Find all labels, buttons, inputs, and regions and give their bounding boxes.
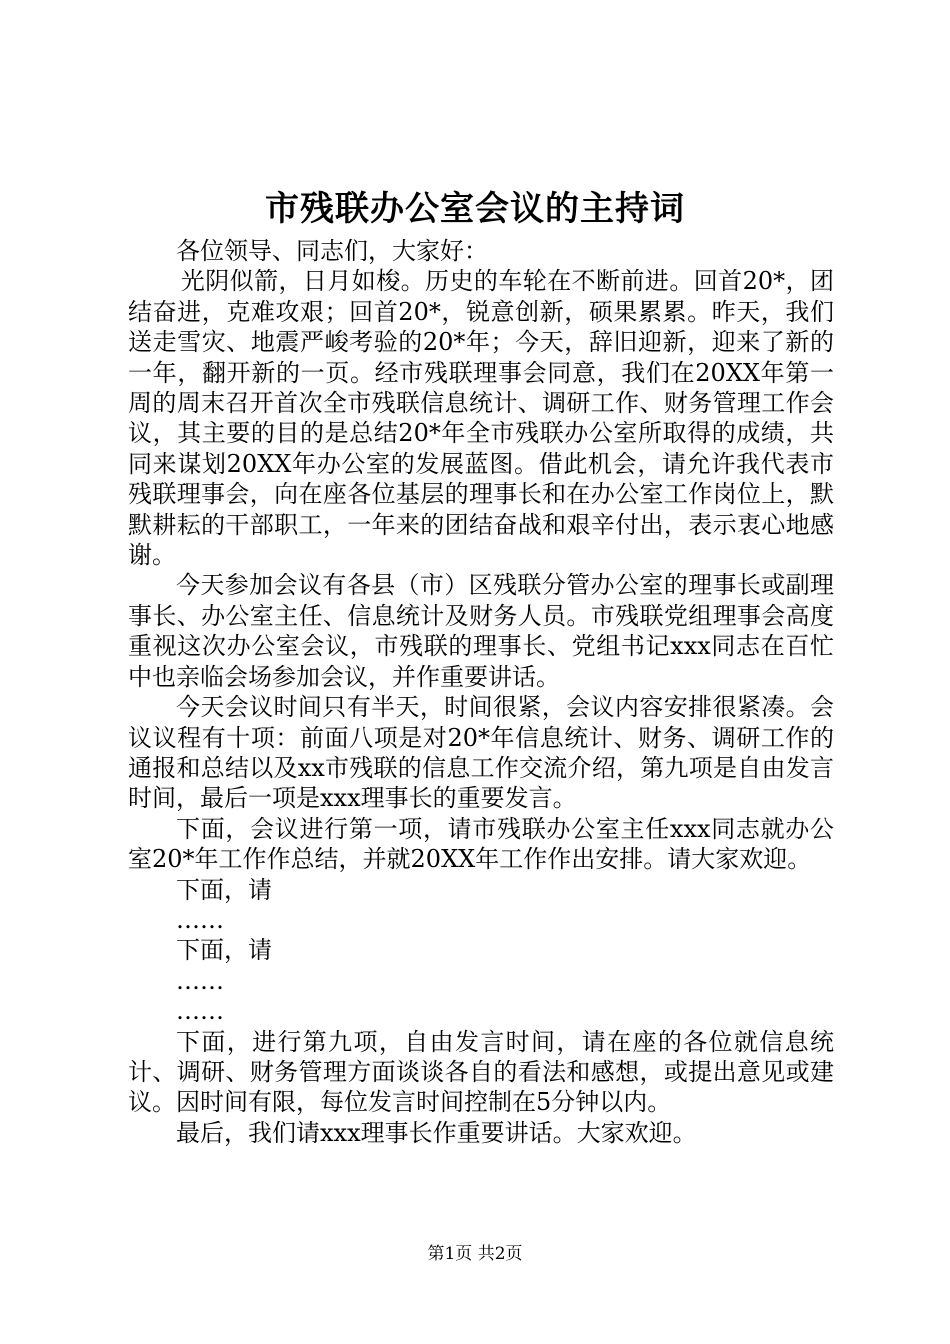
next-speaker-line: 下面，请 xyxy=(176,875,272,904)
first-item-paragraph: 下面，会议进行第一项，请市残联办公室主任xxx同志就办公室20*年工作作总结，并就20XX年工作作出安排。请大家欢迎。 xyxy=(128,814,834,874)
ellipsis-line: …… xyxy=(176,997,224,1026)
attendees-paragraph: 今天参加会议有各县（市）区残联分管办公室的理事长或副理事长、办公室主任、信息统计及财务人员。市残联党组理事会高度重视这次办公室会议，市残联的理事长、党组书记xxx同志在百忙中也亲临会场参加会议，并作重要讲话。 xyxy=(128,571,834,691)
document-title: 市残联办公室会议的主持词 xyxy=(265,189,685,229)
next-speaker-line: 下面，请 xyxy=(176,936,272,965)
document-body xyxy=(128,236,834,1148)
ninth-item-paragraph: 下面，进行第九项，自由发言时间，请在座的各位就信息统计、调研、财务管理方面谈谈各自的看法和感想，或提出意见或建议。因时间有限，每位发言时间控制在5分钟以内。 xyxy=(128,1027,834,1117)
greeting-paragraph: 各位领导、同志们，大家好： xyxy=(176,237,488,265)
ellipsis-line: …… xyxy=(176,966,224,995)
agenda-paragraph: 今天会议时间只有半天，时间很紧，会议内容安排很紧凑。会议议程有十项：前面八项是对20*年信息统计、财务、调研工作的通报和总结以及xx市残联的信息工作交流介绍，第九项是自由发言时间，最后一项是xxx理事长的重要发言。 xyxy=(128,693,834,813)
ellipsis-line: …… xyxy=(176,905,224,934)
closing-paragraph: 最后，我们请xxx理事长作重要讲话。大家欢迎。 xyxy=(176,1118,697,1147)
page-footer: 第1页 共2页 xyxy=(427,1244,523,1264)
opening-paragraph: 光阴似箭，日月如梭。历史的车轮在不断前进。回首20*，团结奋进，克难攻艰；回首20*，锐意创新，硕果累累。昨天，我们送走雪灾、地震严峻考验的20*年；今天，辞旧迎新，迎来了新的一年，翻开新的一页。经市残联理事会同意，我们在20XX年第一周的周末召开首次全市残联信息统计、调研工作、财务管理工作会议，其主要的目的是总结20*年全市残联办公室所取得的成绩，共同来谋划20XX年办公室的发展蓝图。借此机会，请允许我代表市残联理事会，向在座各位基层的理事长和在办公室工作岗位上，默默耕耘的干部职工，一年来的团结奋战和艰辛付出，表示衷心地感谢。 xyxy=(128,267,834,570)
